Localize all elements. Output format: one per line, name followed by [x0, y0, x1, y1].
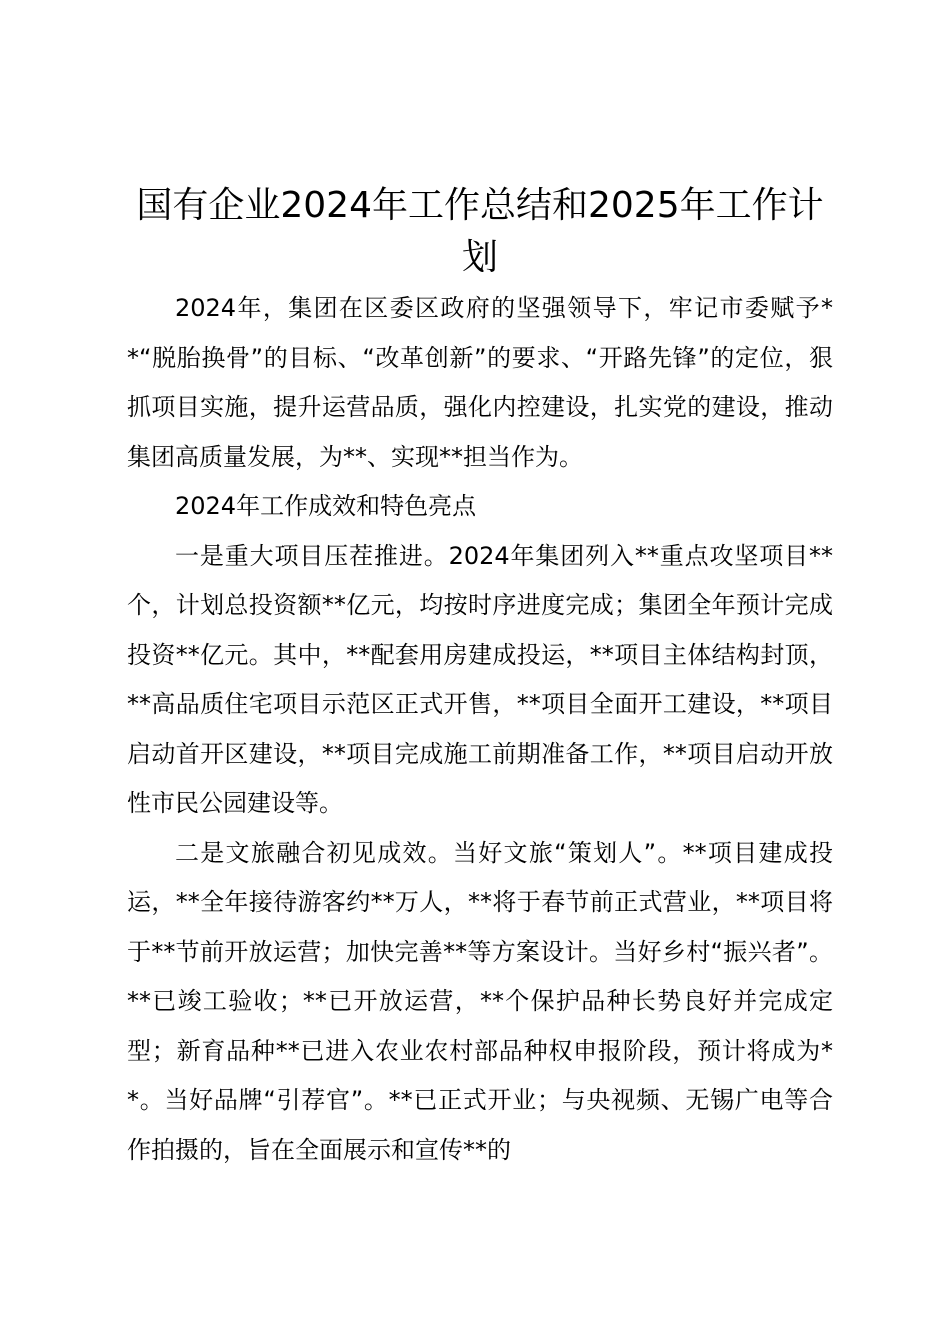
- intro-paragraph: 2024年，集团在区委区政府的坚强领导下，牢记市委赋予**“脱胎换骨”的目标、“改革创新”的要求、“开路先锋”的定位，狠抓项目实施，提升运营品质，强化内控建设，扎实党的建设，推动集团高质量发展，为**、实现**担当作为。: [127, 294, 833, 471]
- section-heading: 2024年工作成效和特色亮点: [175, 492, 477, 520]
- document-title: 国有企业2024年工作总结和2025年工作计划: [136, 185, 824, 278]
- document-page: [127, 180, 833, 1175]
- culture-tourism-paragraph: 二是文旅融合初见成效。当好文旅“策划人”。**项目建成投运，**全年接待游客约**万人，**将于春节前正式营业，**项目将于**节前开放运营；加快完善**等方案设计。当好乡村“振兴者”。**已竣工验收；**已开放运营，**个保护品种长势良好并完成定型；新育品种**已进入农业农村部品种权申报阶段，预计将成为**。当好品牌“引荐官”。**已正式开业；与央视频、无锡广电等合作拍摄的，旨在全面展示和宣传**的: [127, 838, 833, 1164]
- major-projects-paragraph: 一是重大项目压茬推进。2024年集团列入**重点攻坚项目**个，计划总投资额**亿元，均按时序进度完成；集团全年预计完成投资**亿元。其中，**配套用房建成投运，**项目主体结构封顶，**高品质住宅项目示范区正式开售，**项目全面开工建设，**项目启动首开区建设，**项目完成施工前期准备工作，**项目启动开放性市民公园建设等。: [127, 541, 833, 817]
